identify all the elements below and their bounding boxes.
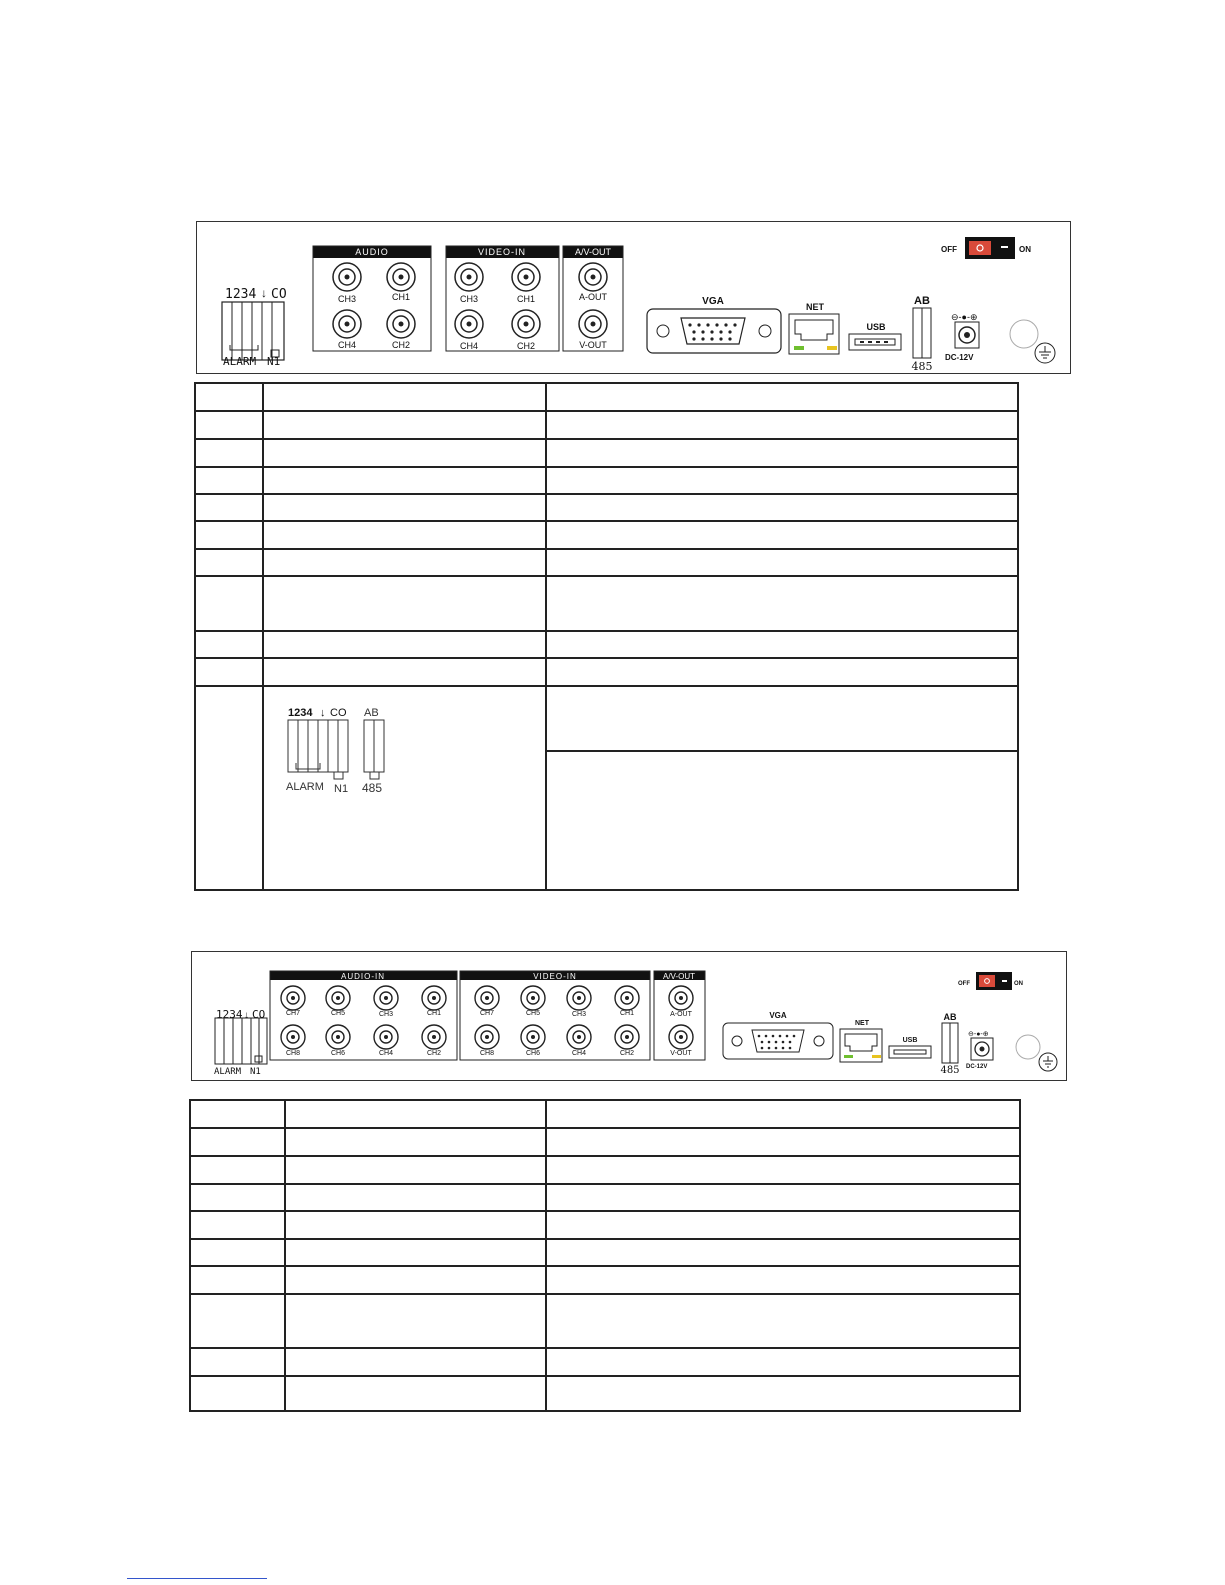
- table-row: [190, 1239, 1020, 1266]
- net-label: NET: [855, 1020, 869, 1027]
- v-out-label: V-OUT: [579, 340, 607, 350]
- alarm-label: ALARM: [214, 1067, 242, 1077]
- usb-port: [849, 322, 901, 350]
- table-row: [195, 467, 1018, 494]
- ground-arrow-icon: ↓: [320, 707, 326, 719]
- bnc-connector: [326, 986, 350, 1010]
- video-ch-label: CH2: [619, 1050, 635, 1057]
- bnc-connector: [455, 263, 483, 291]
- bnc-connector: [281, 1025, 305, 1049]
- table-row: [190, 1211, 1020, 1239]
- dc-power-jack: [945, 312, 979, 362]
- rear-panel-8ch-drawing: [192, 952, 1068, 1082]
- bnc-connector: [512, 310, 540, 338]
- n1-label: N1: [267, 355, 281, 368]
- bnc-connector: [567, 1025, 591, 1049]
- audio-ch-label: CH4: [337, 340, 357, 350]
- rear-panel-4ch-drawing: [197, 222, 1072, 375]
- table-row: [195, 576, 1018, 631]
- bnc-connector: [615, 986, 639, 1010]
- bnc-connector: [387, 310, 415, 338]
- net-label: NET: [806, 302, 824, 312]
- off-label: OFF: [958, 981, 970, 987]
- on-label: ON: [1019, 245, 1031, 254]
- bnc-connector: [281, 986, 305, 1010]
- alarm-rs485-inset: [284, 703, 414, 798]
- vga-port: [723, 1011, 833, 1059]
- table-row: [190, 1294, 1020, 1348]
- off-label: OFF: [941, 245, 957, 254]
- rs485-terminal: [940, 1012, 959, 1076]
- inset-n1-label: N1: [334, 783, 349, 795]
- video-ch-label: CH3: [459, 294, 479, 304]
- bnc-connector: [512, 263, 540, 291]
- table-row: [190, 1100, 1020, 1128]
- video-ch-label: CH5: [525, 1010, 541, 1017]
- table-row: [195, 549, 1018, 576]
- usb-label: USB: [866, 322, 886, 332]
- table-row: [190, 1156, 1020, 1184]
- dc-polarity-icon: ⊖-●-⊕: [951, 312, 978, 322]
- a-out-label: A-OUT: [670, 1011, 692, 1018]
- video-ch-label: CH4: [459, 341, 479, 351]
- table-row: [195, 439, 1018, 467]
- inset-alarm-co: CO: [330, 707, 347, 719]
- audio-ch-label: CH2: [426, 1050, 442, 1057]
- rs485-label: 485: [940, 1065, 960, 1076]
- bnc-connector: [669, 986, 693, 1010]
- bnc-connector: [422, 986, 446, 1010]
- bnc-connector: [475, 986, 499, 1010]
- bnc-connector: [521, 986, 545, 1010]
- alarm-terminal-block: [222, 286, 287, 368]
- bnc-connector: [455, 310, 483, 338]
- video-ch-label: CH1: [619, 1010, 635, 1017]
- a-out-label: A-OUT: [579, 292, 607, 302]
- bnc-connector: [567, 986, 591, 1010]
- bnc-connector: [521, 1025, 545, 1049]
- video-in-header: VIDEO-IN: [533, 972, 577, 981]
- footnote-separator: [127, 1578, 267, 1579]
- inset-ab-label: AB: [364, 707, 379, 719]
- power-switch: [941, 237, 1031, 259]
- video-ch-label: CH1: [516, 294, 536, 304]
- power-switch: [958, 972, 1023, 990]
- audio-section: [313, 246, 431, 351]
- net-port: [840, 1020, 882, 1062]
- ab-label: AB: [914, 295, 930, 307]
- table-row: [190, 1266, 1020, 1294]
- ground-arrow-icon: ↓: [244, 1010, 249, 1021]
- bnc-connector: [422, 1025, 446, 1049]
- mount-hole-icon: [1016, 1035, 1040, 1059]
- bnc-connector: [615, 1025, 639, 1049]
- bnc-connector: [333, 310, 361, 338]
- port-description-table-4ch: [194, 382, 1019, 891]
- video-ch-label: CH7: [479, 1010, 495, 1017]
- bnc-connector: [669, 1025, 693, 1049]
- rs485-label: 485: [911, 360, 933, 373]
- rs485-terminal: [912, 295, 933, 373]
- dc-polarity-icon: ⊖-●-⊕: [968, 1031, 989, 1038]
- audio-ch-label: CH3: [337, 294, 357, 304]
- bnc-connector: [374, 986, 398, 1010]
- table-row: [195, 658, 1018, 686]
- dc-power-jack: [966, 1031, 993, 1070]
- bnc-connector: [387, 263, 415, 291]
- audio-ch-label: CH2: [391, 340, 411, 350]
- bnc-connector: [333, 263, 361, 291]
- v-out-label: V-OUT: [670, 1050, 692, 1057]
- alarm-terminal-block: [214, 1008, 267, 1077]
- audio-header: AUDIO: [355, 247, 389, 257]
- audio-ch-label: CH8: [285, 1050, 301, 1057]
- video-ch-label: CH4: [571, 1050, 587, 1057]
- usb-port: [889, 1037, 931, 1058]
- bnc-connector: [326, 1025, 350, 1049]
- audio-ch-label: CH4: [378, 1050, 394, 1057]
- av-out-header: A/V-OUT: [574, 247, 612, 257]
- ground-icon: [1039, 1053, 1057, 1071]
- video-ch-label: CH6: [525, 1050, 541, 1057]
- vga-label: VGA: [702, 296, 724, 307]
- av-out-header: A/V-OUT: [662, 972, 696, 981]
- alarm-numbers-label: 1234: [216, 1008, 243, 1021]
- alarm-label: ALARM: [223, 355, 257, 368]
- inset-rs485-label: 485: [362, 781, 383, 795]
- table-row: [195, 411, 1018, 439]
- table-row: [190, 1184, 1020, 1211]
- video-ch-label: CH3: [571, 1011, 587, 1018]
- audio-ch-label: CH1: [391, 292, 411, 302]
- video-ch-label: CH2: [516, 341, 536, 351]
- inset-alarm-numbers: 1234: [288, 707, 313, 719]
- table-row: [195, 383, 1018, 411]
- alarm-co-label: CO: [271, 287, 287, 302]
- audio-ch-label: CH3: [378, 1011, 394, 1018]
- audio-ch-label: CH6: [330, 1050, 346, 1057]
- bnc-connector: [374, 1025, 398, 1049]
- mount-hole-icon: [1010, 320, 1038, 348]
- alarm-rs485-inset-cell: [263, 686, 546, 890]
- video-ch-label: CH8: [479, 1050, 495, 1057]
- table-row: [195, 494, 1018, 521]
- ground-arrow-icon: ↓: [261, 286, 267, 300]
- vga-label: VGA: [769, 1011, 787, 1020]
- net-port: [789, 302, 839, 354]
- rear-panel-8ch: [191, 951, 1067, 1081]
- usb-label: USB: [902, 1037, 918, 1044]
- rear-panel-4ch: [196, 221, 1071, 374]
- table-row: [190, 1348, 1020, 1376]
- audio-ch-label: CH7: [285, 1010, 301, 1017]
- alarm-co-label: CO: [252, 1008, 266, 1021]
- n1-label: N1: [250, 1067, 261, 1077]
- inset-alarm-label: ALARM: [286, 781, 324, 793]
- vga-port: [647, 296, 781, 353]
- bnc-connector: [579, 263, 607, 291]
- bnc-connector: [579, 310, 607, 338]
- audio-in-header: AUDIO-IN: [341, 972, 385, 981]
- table-row: [195, 686, 1018, 751]
- ab-label: AB: [943, 1012, 957, 1022]
- port-description-table-8ch: [189, 1099, 1021, 1412]
- audio-ch-label: CH5: [330, 1010, 346, 1017]
- table-row: [195, 521, 1018, 549]
- dc-label: DC-12V: [945, 353, 974, 362]
- bnc-connector: [475, 1025, 499, 1049]
- table-row: [190, 1376, 1020, 1411]
- table-row: [195, 631, 1018, 658]
- video-in-header: VIDEO-IN: [477, 247, 527, 257]
- dc-label: DC-12V: [966, 1064, 988, 1070]
- on-label: ON: [1014, 981, 1023, 987]
- audio-ch-label: CH1: [426, 1010, 442, 1017]
- alarm-numbers-label: 1234: [225, 287, 257, 302]
- table-row: [190, 1128, 1020, 1156]
- ground-icon: [1035, 343, 1055, 363]
